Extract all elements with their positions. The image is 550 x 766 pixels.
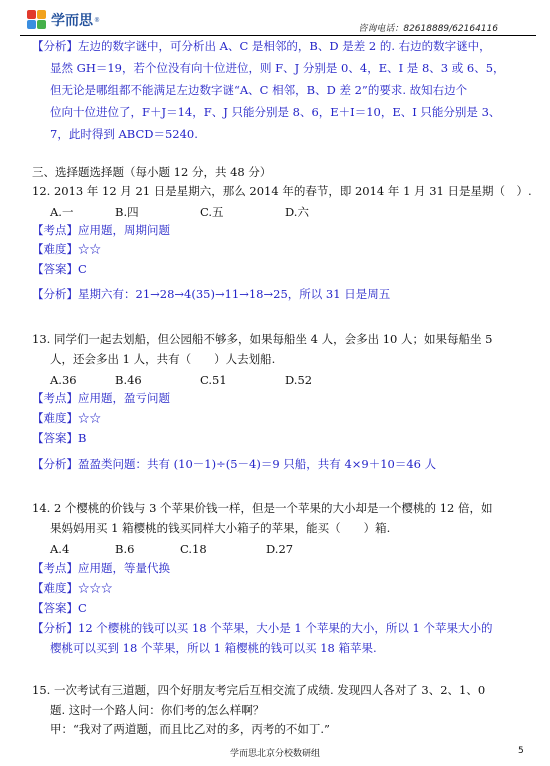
q13-nandu: 【难度】☆☆ <box>32 411 101 425</box>
q13-daan: 【答案】B <box>32 431 87 445</box>
q14-nandu: 【难度】☆☆☆ <box>32 581 113 595</box>
q12-daan: 【答案】C <box>32 262 87 276</box>
q12-stem: 12. 2013 年 12 月 21 日是星期六，那么 2014 年的春节，即 2014 年 1 月 31 日是星期（ ）. <box>32 184 532 198</box>
q12-option-a: A.一 <box>50 205 74 219</box>
q12-option-b: B.四 <box>115 205 139 219</box>
q13-option-a: A.36 <box>50 373 77 387</box>
q13-fenxi: 【分析】盈盈类问题：共有 (10－1)÷(5－4)＝9 只船，共有 4×9＋10＝46 人 <box>32 457 437 471</box>
q13-option-d: D.52 <box>285 373 313 387</box>
prev-analysis-line-3: 但无论是哪组都不能满足左边数字谜“A、C 相邻，B、D 差 2”的要求. 故知右边个 <box>50 83 468 97</box>
page-number: 5 <box>518 746 524 756</box>
q15-stem-line-3: 甲：“我对了两道题，而且比乙对的多，丙考的不如丁.” <box>50 722 330 736</box>
q14-option-a: A.4 <box>50 542 70 556</box>
q12-nandu: 【难度】☆☆ <box>32 242 101 256</box>
prev-analysis-line-5: 7，此时得到 ABCD＝5240. <box>50 127 198 141</box>
q14-kaodian: 【考点】应用题，等量代换 <box>32 561 170 575</box>
q13-stem-line-1: 13. 同学们一起去划船，但公园船不够多，如果每船坐 4 人，会多出 10 人；如果每船坐 5 <box>32 332 493 346</box>
q12-option-d: D.六 <box>285 205 309 219</box>
q14-fenxi-line-2: 樱桃可以买到 18 个苹果，所以 1 箱樱桃的钱可以买 18 箱苹果. <box>50 641 377 655</box>
q14-stem-line-1: 14. 2 个樱桃的价钱与 3 个苹果价钱一样，但是一个苹果的大小却是一个樱桃的 12 倍，如 <box>32 501 493 515</box>
q15-stem-line-2: 题. 这时一个路人问：你们考的怎么样啊？ <box>50 703 265 717</box>
prev-analysis-line-4: 位向十位进位了，F＋J＝14，F、J 只能分别是 8、6，E＋I＝10，E、I 只能分别是 3、 <box>50 105 501 119</box>
prev-analysis-line-1: 【分析】左边的数字谜中，可分析出 A、C 是相邻的，B、D 是差 2 的. 右边的数字谜中， <box>32 39 491 53</box>
page-header <box>20 8 536 36</box>
q13-stem-line-2: 人，还会多出 1 人，共有（ ）人去划船. <box>50 352 276 366</box>
section-title: 三、选择题选择题（每小题 12 分，共 48 分） <box>32 165 272 179</box>
q14-stem-line-2: 果妈妈用买 1 箱樱桃的钱买同样大小箱子的苹果，能买（ ）箱. <box>50 521 391 535</box>
hotline-text: 咨询电话：82618889/62164116 <box>358 24 498 34</box>
q13-kaodian: 【考点】应用题，盈亏问题 <box>32 391 170 405</box>
logo-registered-mark: ® <box>94 16 100 24</box>
q14-daan: 【答案】C <box>32 601 87 615</box>
q12-kaodian: 【考点】应用题，周期问题 <box>32 223 170 237</box>
prev-analysis-line-2: 显然 GH＝19，若个位没有向十位进位，则 F、J 分别是 0、4，E、I 是 8、3 或 6、5， <box>50 61 505 75</box>
q14-fenxi-line-1: 【分析】12 个樱桃的钱可以买 18 个苹果，大小是 1 个苹果的大小，所以 1 个苹果大小的 <box>32 621 493 635</box>
q12-fenxi: 【分析】星期六有：21→28→4(35)→11→18→25，所以 31 日是周五 <box>32 287 391 301</box>
q14-option-d: D.27 <box>266 542 294 556</box>
q13-option-c: C.51 <box>200 373 227 387</box>
q14-option-c: C.18 <box>180 542 207 556</box>
logo-icon <box>26 9 48 31</box>
q15-stem-line-1: 15. 一次考试有三道题，四个好朋友考完后互相交流了成绩. 发现四人各对了 3、2、1、0 <box>32 683 486 697</box>
brand-logo <box>26 8 100 32</box>
logo-text: 学而思 <box>51 13 93 29</box>
q12-option-c: C.五 <box>200 205 224 219</box>
q14-option-b: B.6 <box>115 542 135 556</box>
q13-option-b: B.46 <box>115 373 142 387</box>
footer-text: 学而思北京分校数研组 <box>229 749 320 759</box>
